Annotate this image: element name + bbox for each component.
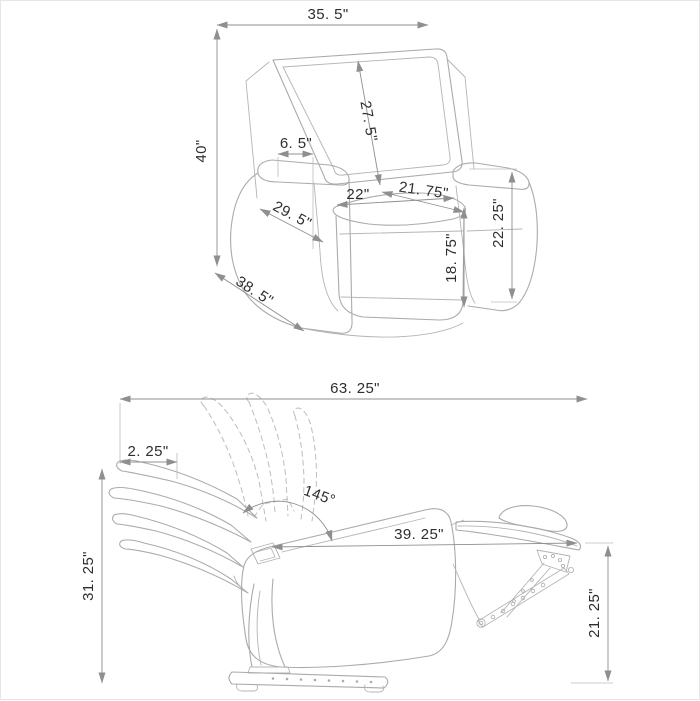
pillar-base-plate: [248, 667, 290, 673]
dim-armrest-length: [260, 198, 323, 242]
dim-armrest-length-label: 29. 5": [269, 197, 315, 233]
dim-back-height-label: 27. 5": [356, 99, 381, 143]
dim-back-height: [356, 61, 380, 185]
headrest-pocket: [251, 543, 280, 564]
dim-reclined-back-height-label: 31. 25": [80, 551, 97, 601]
base-rail: [229, 672, 388, 688]
seat-front-seam-lower: [341, 297, 462, 300]
recliner-dimensions-diagram: [1, 1, 700, 701]
dim-overall-depth-label: 38. 5": [232, 272, 277, 310]
dim-armrest-height-label: 22. 25": [490, 198, 507, 248]
dim-wall-clearance-label: 2. 25": [127, 443, 169, 460]
left-armrest-front: [231, 173, 352, 333]
base-pillar: [249, 579, 285, 667]
right-armrest-pad: [453, 163, 529, 189]
dim-overall-width-label: 35. 5": [307, 6, 349, 23]
dim-armrest-top-width-label: 6. 5": [279, 135, 313, 152]
dim-recline-angle: [243, 482, 338, 541]
base-assembly: [229, 579, 388, 692]
upright-chair-outline: [231, 49, 538, 337]
dim-footrest-height-label: 21. 25": [586, 588, 603, 638]
dim-overall-depth: [215, 273, 304, 331]
footrest-assembly: [453, 506, 581, 628]
dim-seat-height-label: 18. 75": [443, 233, 460, 283]
backrest-left-wing: [246, 62, 269, 198]
dim-overall-reclined-length-label: 63. 25": [330, 380, 380, 397]
dim-seat-to-footrest-length-label: 39. 25": [394, 526, 444, 543]
dim-seat-depth: [382, 179, 464, 212]
left-armrest-inner-edge: [314, 183, 338, 311]
dim-seat-width-label: 22": [346, 186, 370, 203]
dim-armrest-height: [469, 169, 517, 302]
reclined-view: [80, 380, 613, 692]
upright-view: [193, 6, 537, 337]
dim-recline-angle-label: 145°: [301, 482, 338, 510]
dim-overall-width: [217, 6, 428, 25]
dim-wall-clearance: [120, 443, 177, 479]
dim-overall-reclined-length: [120, 380, 587, 464]
dim-seat-depth-label: 21. 75": [397, 178, 450, 203]
dim-overall-height-label: 40": [193, 139, 210, 163]
chair-bottom-edge: [301, 323, 463, 337]
reclined-backrest: [109, 460, 280, 593]
dim-reclined-back-height: [80, 469, 102, 683]
ghost-recline-positions: [201, 393, 317, 521]
dim-armrest-top-width: [278, 135, 313, 249]
dim-overall-height: [193, 29, 217, 266]
dim-footrest-height: [571, 543, 613, 683]
base-foot-right: [365, 685, 384, 692]
